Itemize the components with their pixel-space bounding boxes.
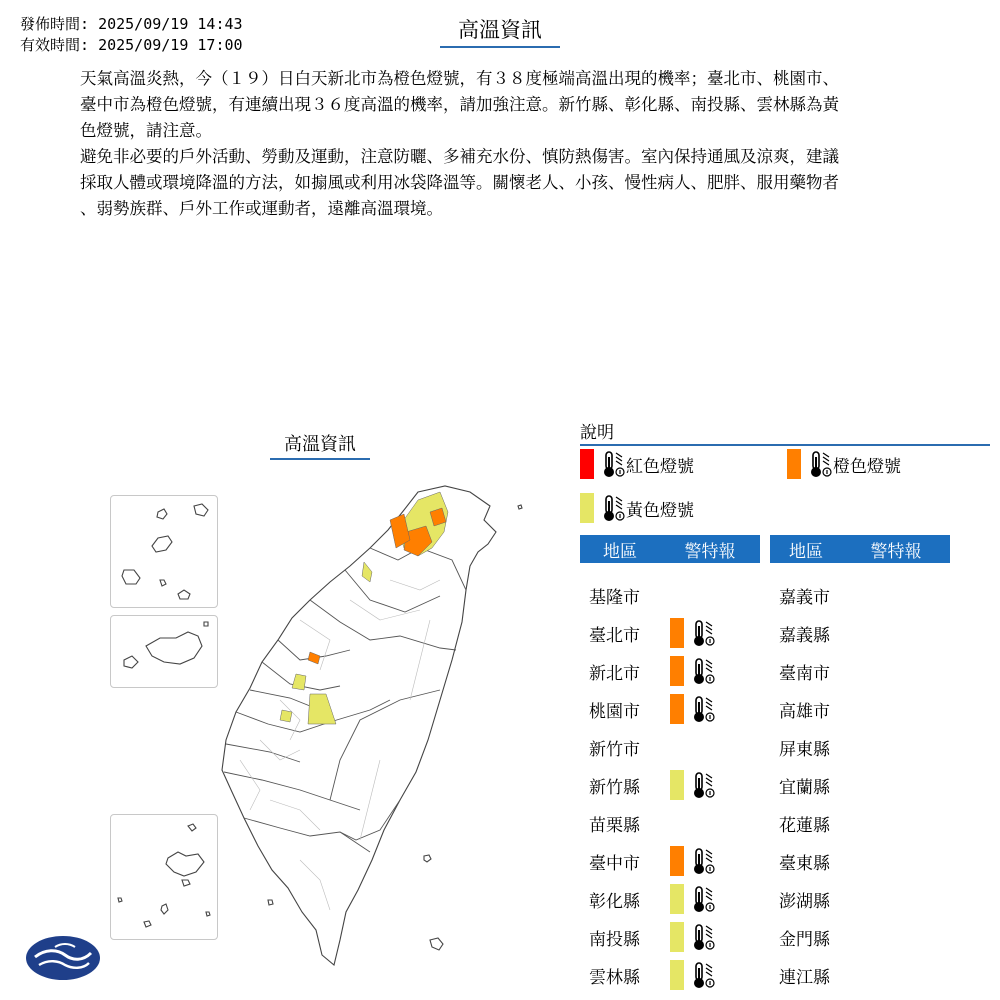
table-row (580, 614, 716, 652)
table-row (770, 918, 860, 956)
matsu-island (178, 590, 190, 599)
page-title: 高溫資訊 (440, 14, 560, 48)
warning-indicator-orange (670, 656, 716, 686)
cwa-logo-icon (25, 935, 101, 981)
valid-time: 2025/09/19 17:00 (98, 36, 243, 54)
region-name: 臺南市 (779, 663, 830, 684)
penghu-island (182, 880, 190, 886)
header-warning: 警特報 (684, 541, 736, 562)
region-name: 新北市 (589, 663, 640, 684)
legend-red (580, 449, 694, 479)
penghu-island (188, 824, 196, 831)
warning-indicator-yellow (670, 960, 716, 990)
warning-indicator-orange (670, 694, 716, 724)
region-name: 桃園市 (589, 701, 640, 722)
table-row (770, 652, 860, 690)
issue-time: 2025/09/19 14:43 (98, 15, 243, 33)
table-row (770, 690, 860, 728)
thermometer-icon (600, 493, 626, 523)
penghu-island (206, 912, 210, 916)
matsu-island (194, 504, 208, 516)
yellow-swatch (670, 922, 684, 952)
region-name: 高雄市 (779, 701, 830, 722)
orange-swatch (670, 656, 684, 686)
region-name: 宜蘭縣 (779, 777, 830, 798)
header-warning: 警特報 (870, 541, 922, 562)
table-row (580, 766, 716, 804)
table-row (580, 804, 670, 842)
region-name: 金門縣 (779, 929, 830, 950)
table-row (580, 652, 716, 690)
legend-red-label: 紅色燈號 (626, 456, 694, 477)
region-name: 基隆市 (589, 587, 640, 608)
thermometer-icon (690, 694, 716, 724)
shade-yunlin-yellow (280, 710, 292, 722)
thermometer-icon (690, 922, 716, 952)
region-name: 屏東縣 (779, 739, 830, 760)
orange-swatch (670, 846, 684, 876)
valid-time-line: 有效時間: 2025/09/19 17:00 (20, 36, 243, 54)
header-region: 地區 (789, 541, 823, 562)
table-row (580, 842, 716, 880)
red-swatch (580, 449, 594, 479)
table-row (770, 804, 860, 842)
legend-orange (787, 449, 901, 479)
legend-yellow (580, 493, 694, 523)
thermometer-icon (690, 960, 716, 990)
region-name: 澎湖縣 (779, 891, 830, 912)
matsu-island (157, 509, 167, 519)
matsu-island (160, 580, 166, 586)
orange-swatch (670, 618, 684, 648)
table-row (770, 576, 860, 614)
region-name: 臺中市 (589, 853, 640, 874)
region-name: 連江縣 (779, 967, 830, 988)
table-row (580, 956, 716, 994)
table-row (770, 614, 860, 652)
thermometer-icon (690, 884, 716, 914)
legend-yellow-label: 黃色燈號 (626, 500, 694, 521)
thermometer-icon (807, 449, 833, 479)
region-name: 嘉義市 (779, 587, 830, 608)
orange-swatch (787, 449, 801, 479)
table-header-left (580, 535, 760, 563)
warning-indicator-yellow (670, 922, 716, 952)
legend-title: 說明 (580, 418, 990, 446)
warning-indicator-orange (670, 618, 716, 648)
region-name: 雲林縣 (589, 967, 640, 988)
yellow-swatch (670, 770, 684, 800)
region-name: 新竹縣 (589, 777, 640, 798)
green-island (424, 855, 431, 862)
matsu-island (152, 536, 172, 552)
kinmen-island (124, 656, 138, 668)
matsu-island (122, 570, 140, 584)
penghu-island (118, 898, 122, 902)
table-row (770, 842, 860, 880)
turtle-island (518, 505, 522, 509)
region-name: 南投縣 (589, 929, 640, 950)
issue-time-line: 發佈時間: 2025/09/19 14:43 (20, 15, 243, 33)
table-row (580, 728, 670, 766)
kinmen-island (146, 632, 202, 664)
taiwan-main-island (222, 486, 496, 965)
thermometer-icon (690, 846, 716, 876)
region-name: 臺北市 (589, 625, 640, 646)
region-name: 苗栗縣 (589, 815, 640, 836)
warning-description: 天氣高溫炎熱，今（１９）日白天新北市為橙色燈號，有３８度極端高溫出現的機率；臺北市、桃園市、 臺中市為橙色燈號，有連續出現３６度高溫的機率，請加強注意。新竹縣、彰化縣、南投縣、雲林縣為黃 色燈號，請注意。 避免非必要的戶外活動、勞動及運動，注意防曬、多補充水份、慎防熱傷害。室內保持通風及涼爽，建議 採取人體或環境降溫的方法，如搧風或利用冰袋降溫等。關懷老人、小孩、慢性病人、肥胖、服用藥物者 、弱勢族群、戶外工作或運動者，遠離高溫環境。 (80, 69, 839, 218)
thermometer-icon (690, 618, 716, 648)
liuqiu-island (268, 900, 273, 905)
thermometer-icon (690, 656, 716, 686)
kinmen-island (204, 622, 208, 626)
orchid-island (430, 938, 443, 950)
warning-indicator-yellow (670, 770, 716, 800)
yellow-swatch (580, 493, 594, 523)
penghu-island (161, 904, 168, 914)
penghu-island (166, 852, 204, 876)
region-name: 嘉義縣 (779, 625, 830, 646)
table-row (580, 576, 670, 614)
table-header-right (770, 535, 950, 563)
yellow-swatch (670, 884, 684, 914)
region-name: 新竹市 (589, 739, 640, 760)
header-region: 地區 (603, 541, 637, 562)
region-name: 彰化縣 (589, 891, 640, 912)
table-row (580, 690, 716, 728)
table-row (770, 766, 860, 804)
map-title: 高溫資訊 (270, 430, 370, 460)
table-row (770, 728, 860, 766)
region-name: 臺東縣 (779, 853, 830, 874)
table-row (580, 918, 716, 956)
table-row (770, 880, 860, 918)
region-name: 花蓮縣 (779, 815, 830, 836)
table-row (770, 956, 860, 994)
thermometer-icon (600, 449, 626, 479)
thermometer-icon (690, 770, 716, 800)
yellow-swatch (670, 960, 684, 990)
warning-indicator-orange (670, 846, 716, 876)
legend-orange-label: 橙色燈號 (833, 456, 901, 477)
orange-swatch (670, 694, 684, 724)
penghu-island (144, 921, 151, 927)
table-row (580, 880, 716, 918)
warning-indicator-yellow (670, 884, 716, 914)
